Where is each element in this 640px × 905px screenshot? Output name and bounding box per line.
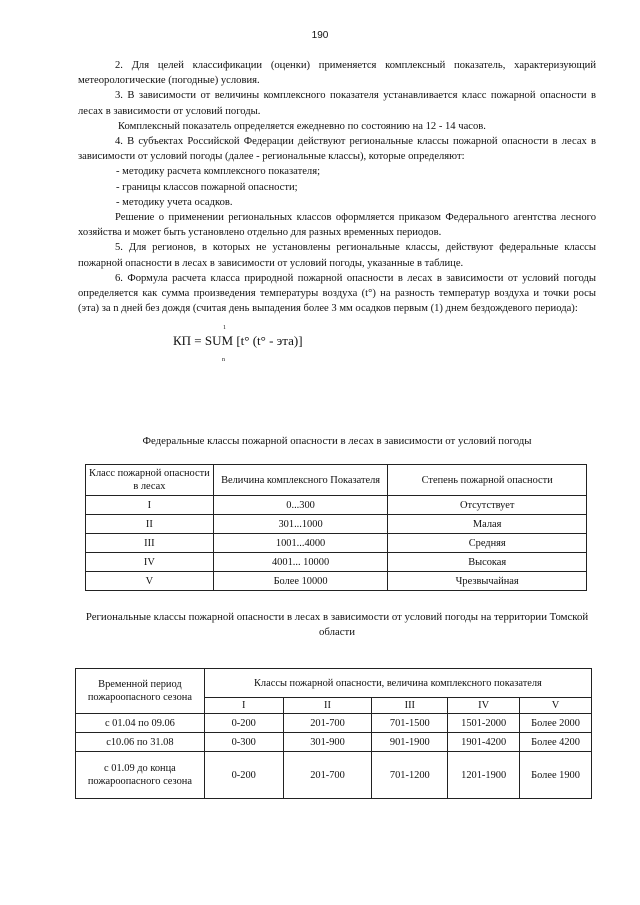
classes-header: Классы пожарной опасности, величина комплексного показателя <box>204 669 591 698</box>
value-cell: 1001...4000 <box>213 534 388 553</box>
value-cell: 301...1000 <box>213 515 388 534</box>
column-header: Величина комплексного Показателя <box>213 465 388 496</box>
value-cell: Более 10000 <box>213 572 388 591</box>
class-cell: IV <box>86 553 214 572</box>
table-row <box>76 714 592 733</box>
regional-classes-table <box>75 668 592 799</box>
paragraph-3-note: Комплексный показатель определяется ежедневно по состоянию на 12 - 14 часов. <box>118 120 486 132</box>
value-cell: 901-1900 <box>372 733 448 752</box>
table-row <box>86 572 587 591</box>
value-cell: 701-1500 <box>372 714 448 733</box>
table-header-row <box>86 465 587 496</box>
bullet-item: - методику расчета комплексного показателя; <box>116 166 321 178</box>
period-header: Временной период пожароопасного сезона <box>76 669 205 714</box>
formula-upper-limit: 1 <box>223 325 226 332</box>
value-cell: 0-200 <box>204 752 283 799</box>
bullet-item: - методику учета осадков. <box>116 196 233 208</box>
period-cell: с10.06 по 31.08 <box>76 733 205 752</box>
table-row <box>76 733 592 752</box>
formula-expression: КП = SUM [t° (t° - эта)] <box>173 333 303 349</box>
table-row <box>86 496 587 515</box>
paragraph-4-decision: Решение о применении региональных классов оформляется приказом Федерального агентства лесного хозяйства и может быть установлено отдельно для разных временных периодов. <box>78 212 596 239</box>
degree-cell: Отсутствует <box>388 496 587 515</box>
regional-table-caption: Региональные классы пожарной опасности в лесах в зависимости от условий погоды на территории Томской области <box>85 611 589 638</box>
formula <box>78 320 596 362</box>
value-cell: 4001... 10000 <box>213 553 388 572</box>
paragraph-2: 2. Для целей классификации (оценки) применяется комплексный показатель, характеризующий метеорологические (погодные) условия. <box>78 60 596 87</box>
value-cell: 1501-2000 <box>448 714 520 733</box>
value-cell: Более 4200 <box>520 733 592 752</box>
class-cell: II <box>86 515 214 534</box>
class-label: V <box>520 698 592 714</box>
degree-cell: Малая <box>388 515 587 534</box>
class-cell: III <box>86 534 214 553</box>
bullet-item: - границы классов пожарной опасности; <box>116 181 298 193</box>
class-label: II <box>283 698 372 714</box>
page-number: 190 <box>311 30 329 41</box>
federal-table-caption: Федеральные классы пожарной опасности в лесах в зависимости от условий погоды <box>142 435 532 447</box>
period-cell: с 01.09 до конца пожароопасного сезона <box>76 752 205 799</box>
paragraph-5: 5. Для регионов, в которых не установлены региональные классы, действуют федеральные классы пожарной опасности в лесах в зависимости от условий погоды, указанные в таблице. <box>78 242 596 269</box>
class-cell: V <box>86 572 214 591</box>
degree-cell: Средняя <box>388 534 587 553</box>
class-label: III <box>372 698 448 714</box>
class-cell: I <box>86 496 214 515</box>
federal-classes-table <box>85 464 587 591</box>
formula-lower-limit: n <box>222 357 225 364</box>
table-row <box>86 534 587 553</box>
degree-cell: Чрезвычайная <box>388 572 587 591</box>
table-row <box>86 553 587 572</box>
value-cell: 1901-4200 <box>448 733 520 752</box>
class-label: IV <box>448 698 520 714</box>
degree-cell: Высокая <box>388 553 587 572</box>
value-cell: 0-300 <box>204 733 283 752</box>
value-cell: 1201-1900 <box>448 752 520 799</box>
column-header: Степень пожарной опасности <box>388 465 587 496</box>
paragraph-4: 4. В субъектах Российской Федерации действуют региональные классы пожарной опасности в лесах в зависимости от условий погоды (далее - региональные классы), которые определяют: <box>78 136 596 163</box>
value-cell: Более 1900 <box>520 752 592 799</box>
table-header-row <box>76 669 592 698</box>
value-cell: Более 2000 <box>520 714 592 733</box>
column-header: Класс пожарной опасности в лесах <box>86 465 214 496</box>
table-row <box>86 515 587 534</box>
paragraph-3: 3. В зависимости от величины комплексного показателя устанавливается класс пожарной опасности в лесах в зависимости от условий погоды. <box>78 90 596 117</box>
document-body <box>78 58 596 362</box>
paragraph-6: 6. Формула расчета класса природной пожарной опасности в лесах в зависимости от условий погоды определяется как сумма произведения температуры воздуха (t°) на разность температур воздуха и точки росы (эта) за n дней без дождя (считая день выпадения более 3 мм осадков первым (1) днем бездождевого периода): <box>78 272 596 315</box>
value-cell: 0-200 <box>204 714 283 733</box>
class-label: I <box>204 698 283 714</box>
value-cell: 701-1200 <box>372 752 448 799</box>
period-cell: с 01.04 по 09.06 <box>76 714 205 733</box>
value-cell: 301-900 <box>283 733 372 752</box>
value-cell: 201-700 <box>283 714 372 733</box>
value-cell: 0...300 <box>213 496 388 515</box>
value-cell: 201-700 <box>283 752 372 799</box>
table-row <box>76 752 592 799</box>
